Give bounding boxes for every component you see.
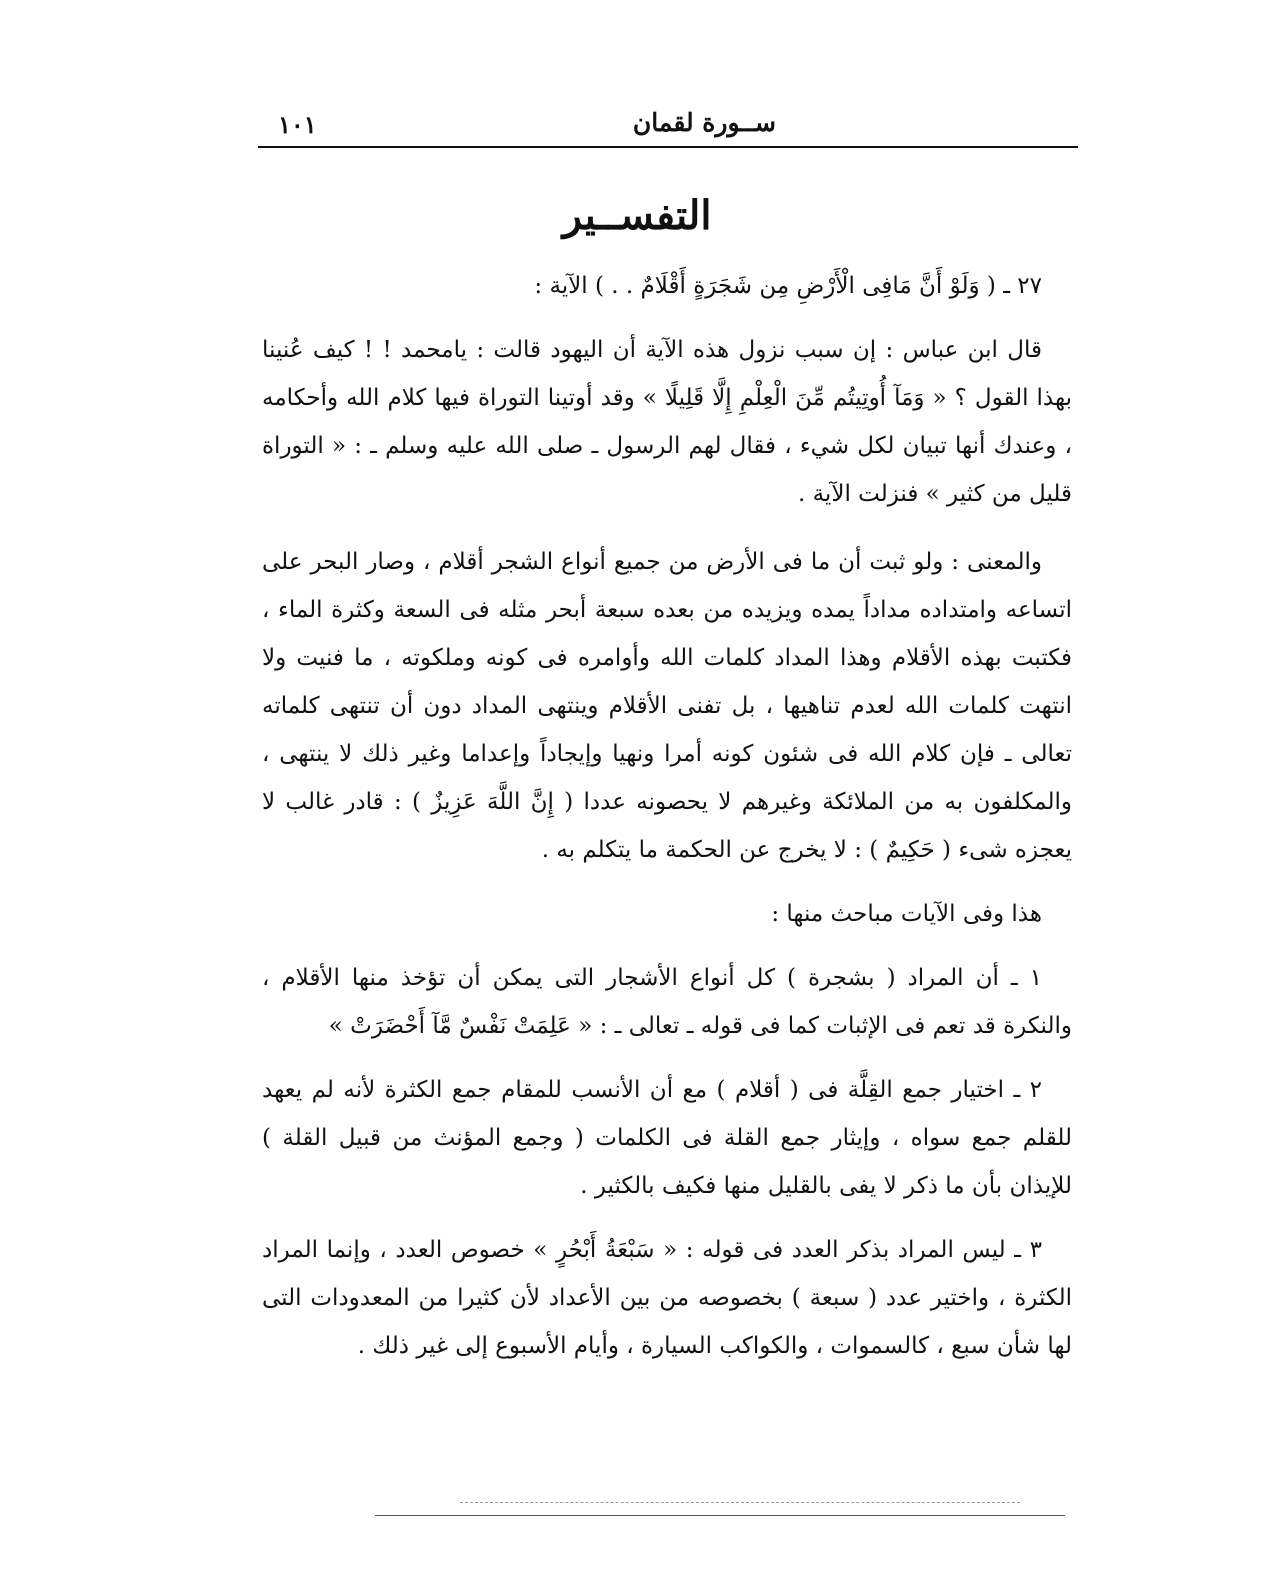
footer-rule [375,1515,1065,1516]
running-header [258,108,1076,148]
paragraph-topics-intro: هذا وفى الآيات مباحث منها : [771,901,1042,927]
header-rule [258,146,1078,148]
verse-reference: ٢٧ ـ ( وَلَوْ أَنَّ مَافِى الْأَرْضِ مِن شَجَرَةٍ أَقْلَامٌ . . ) الآية : [534,273,1042,299]
topic-2: ٢ ـ اختيار جمع القِلَّة فى ( أقلام ) مع أن الأنسب للمقام جمع الكثرة لأنه لم يعهد للقلم جمع سواه ، وإيثار جمع القلة فى الكلمات ( وجمع المؤنث من قبيل القلة ) للإيذان بأن ما ذكر لا يفى بالقليل منها فكيف بالكثير . [262,1077,1072,1199]
section-heading: التفســير [562,192,712,239]
topic-3: ٣ ـ ليس المراد بذكر العدد فى قوله : « سَبْعَةُ أَبْحُرٍ » خصوص العدد ، وإنما المراد الكثرة ، واختير عدد ( سبعة ) بخصوصه من بين الأعداد لأن كثيرا من المعدودات التى لها شأن سبع ، كالسموات ، والكواكب السيارة ، وأيام الأسبوع إلى غير ذلك . [262,1237,1072,1359]
footer-rule-upper [460,1502,1020,1503]
body-text [262,262,1072,1370]
topic-1: ١ ـ أن المراد ( بشجرة ) كل أنواع الأشجار التى يمكن أن تؤخذ منها الأقلام ، والنكرة قد تعم فى الإثبات كما فى قوله ـ تعالى ـ : « عَلِمَتْ نَفْسٌ مَّآ أَحْضَرَتْ » [262,965,1072,1039]
page-number: ١٠١ [278,110,317,139]
paragraph-occasion: قال ابن عباس : إن سبب نزول هذه الآية أن اليهود قالت : يامحمد ! ! كيف عُنينا بهذا القول ؟ « وَمَآ أُوتِيتُم مِّنَ الْعِلْمِ إِلَّا قَلِيلًا » وقد أوتينا التوراة فيها كلام الله وأحكامه ، وعندك أنها تبيان لكل شيء ، فقال لهم الرسول ـ صلى الله عليه وسلم ـ : « التوراة قليل من كثير » فنزلت الآية . [262,337,1072,507]
paragraph-meaning: والمعنى : ولو ثبت أن ما فى الأرض من جميع أنواع الشجر أقلام ، وصار البحر على اتساعه وامتداده مداداً يمده ويزيده من بعده سبعة أبحر مثله فى السعة وكثرة الماء ، فكتبت بهذه الأقلام وهذا المداد كلمات الله وأوامره فى كونه وملكوته ، ما فنيت ولا انتهت كلمات الله لعدم تناهيها ، بل تفنى الأقلام وينتهى المداد دون أن تنتهى كلماته تعالى ـ فإن كلام الله فى شئون كونه أمرا ونهيا وإيجاداً وإعداما وغير ذلك لا ينتهى ، والمكلفون به من الملائكة وغيرهم لا يحصونه عددا ( إِنَّ اللَّهَ عَزِيزٌ ) : قادر غالب لا يعجزه شىء ( حَكِيمٌ ) : لا يخرج عن الحكمة ما يتكلم به . [262,549,1072,863]
surah-title: ســورة لقمان [632,108,776,137]
